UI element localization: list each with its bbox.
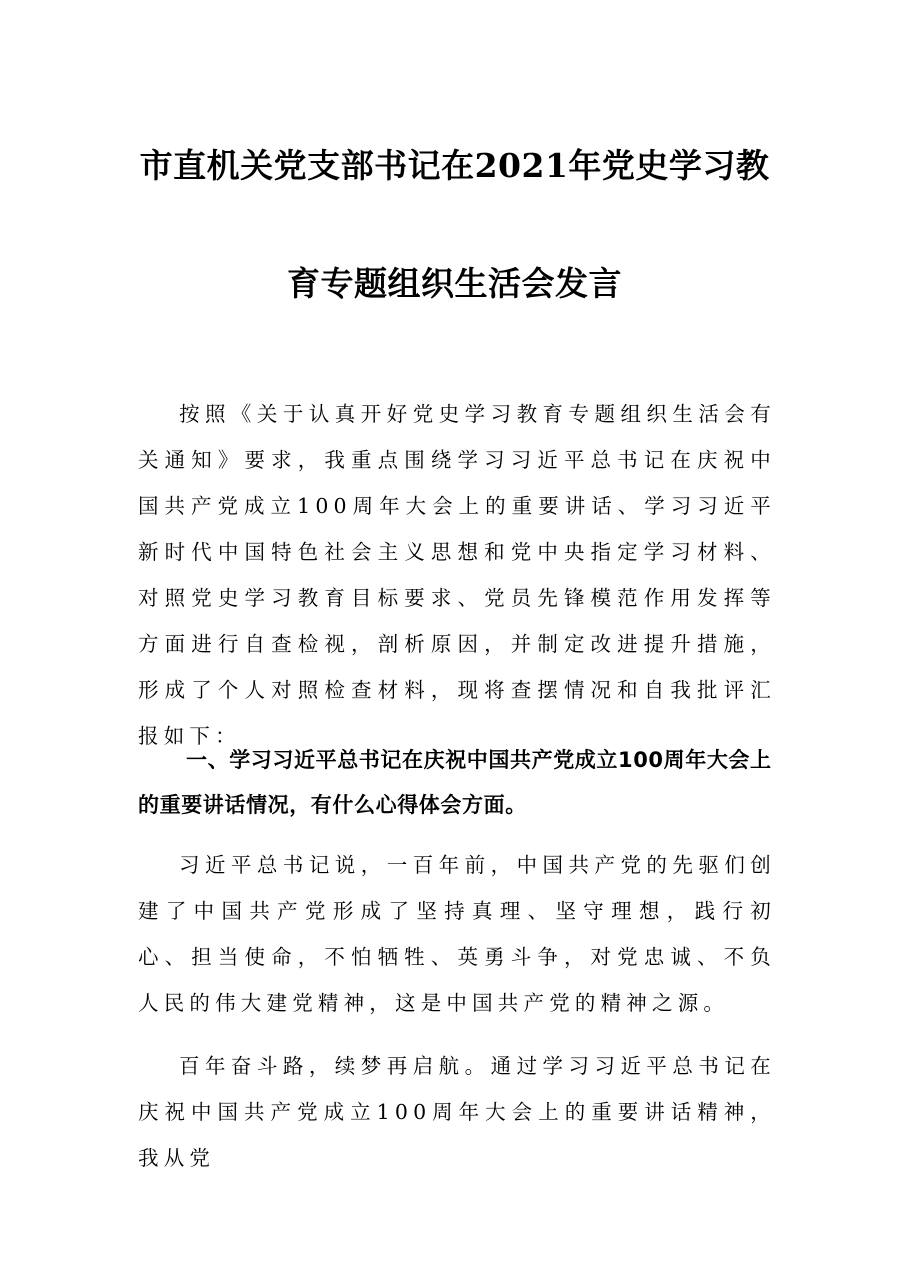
- section-1-heading: 一、学习习近平总书记在庆祝中国共产党成立100周年大会上的重要讲话情况，有什么心得体会方面。: [138, 748, 772, 817]
- document-title-line-2: 育专题组织生活会发言: [287, 264, 622, 303]
- document-title-line-1: 市直机关党支部书记在2021年党史学习教: [139, 146, 770, 185]
- intro-paragraph: 按照《关于认真开好党史学习教育专题组织生活会有关通知》要求，我重点围绕学习习近平总书记在庆祝中国共产党成立100周年大会上的重要讲话、学习习近平新时代中国特色社会主义思想和党中央指定学习材料、对照党史学习教育目标要求、党员先锋模范作用发挥等方面进行自查检视，剖析原因，并制定改进提升措施，形成了个人对照检查材料，现将查摆情况和自我批评汇报如下：: [138, 402, 776, 748]
- body-paragraph-2: 百年奋斗路，续梦再启航。通过学习习近平总书记在庆祝中国共产党成立100周年大会上的重要讲话精神，我从党: [138, 1054, 776, 1170]
- body-paragraph-1: 习近平总书记说，一百年前，中国共产党的先驱们创建了中国共产党形成了坚持真理、坚守理想，践行初心、担当使命，不怕牺牲、英勇斗争，对党忠诚、不负人民的伟大建党精神，这是中国共产党的精神之源。: [138, 853, 776, 1015]
